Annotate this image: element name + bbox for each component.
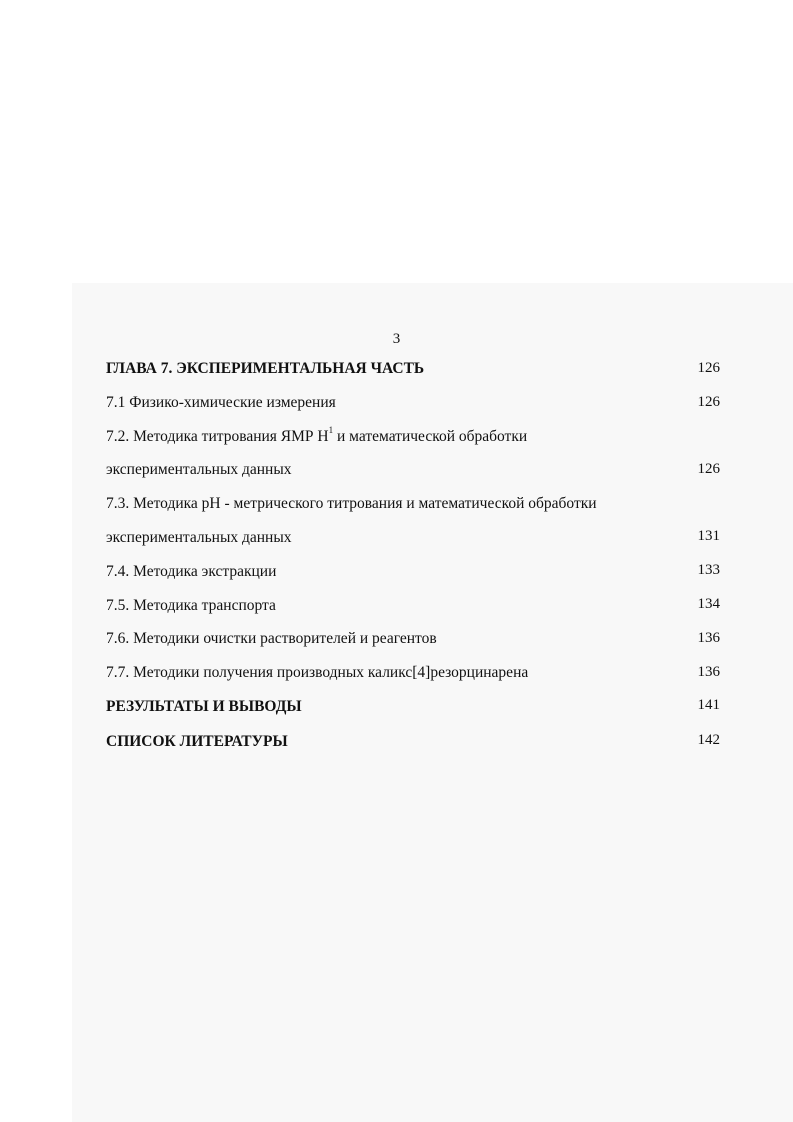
toc-entry-7-2-page: 126 (697, 461, 720, 477)
toc-chapter-page: 126 (697, 360, 720, 376)
toc-entry-7-2-text: 7.2. Методика титрования ЯМР Н (106, 428, 329, 445)
toc-entry-7-1-page: 126 (697, 394, 720, 410)
toc-entry-7-3-line2: экспериментальных данных (106, 529, 292, 546)
toc-entry-7-5: 7.5. Методика транспорта (106, 597, 276, 614)
toc-entry-7-5-page: 134 (697, 596, 720, 612)
toc-entry-7-6: 7.6. Методики очистки растворителей и реагентов (106, 630, 437, 647)
toc-references-title: СПИСОК ЛИТЕРАТУРЫ (106, 733, 288, 750)
toc-results-page: 141 (697, 697, 720, 713)
toc-chapter-title: ГЛАВА 7. ЭКСПЕРИМЕНТАЛЬНАЯ ЧАСТЬ (106, 360, 425, 377)
toc-entry-7-1: 7.1 Физико-химические измерения (106, 394, 336, 411)
toc-entry-7-7-page: 136 (697, 664, 720, 680)
toc-entry-7-4: 7.4. Методика экстракции (106, 563, 277, 580)
toc-entry-7-2-line1 (106, 425, 528, 446)
toc-entry-7-7: 7.7. Методики получения производных каликс[4]резорцинарена (106, 664, 529, 681)
toc-entry-7-6-page: 136 (697, 630, 720, 646)
page-number: 3 (392, 331, 401, 347)
toc-entry-7-4-page: 133 (697, 562, 720, 578)
toc-entry-7-3-line1: 7.3. Методика рН - метрического титрования и математической обработки (106, 495, 597, 512)
toc-entry-7-2-line2: экспериментальных данных (106, 461, 292, 478)
toc-entry-7-3-page: 131 (697, 528, 720, 544)
toc-entry-7-2-superscript: 1 (328, 425, 334, 435)
toc-results-title: РЕЗУЛЬТАТЫ И ВЫВОДЫ (106, 698, 302, 715)
toc-references-page: 142 (697, 732, 720, 748)
toc-entry-7-2-text-end: и математической обработки (333, 428, 528, 445)
